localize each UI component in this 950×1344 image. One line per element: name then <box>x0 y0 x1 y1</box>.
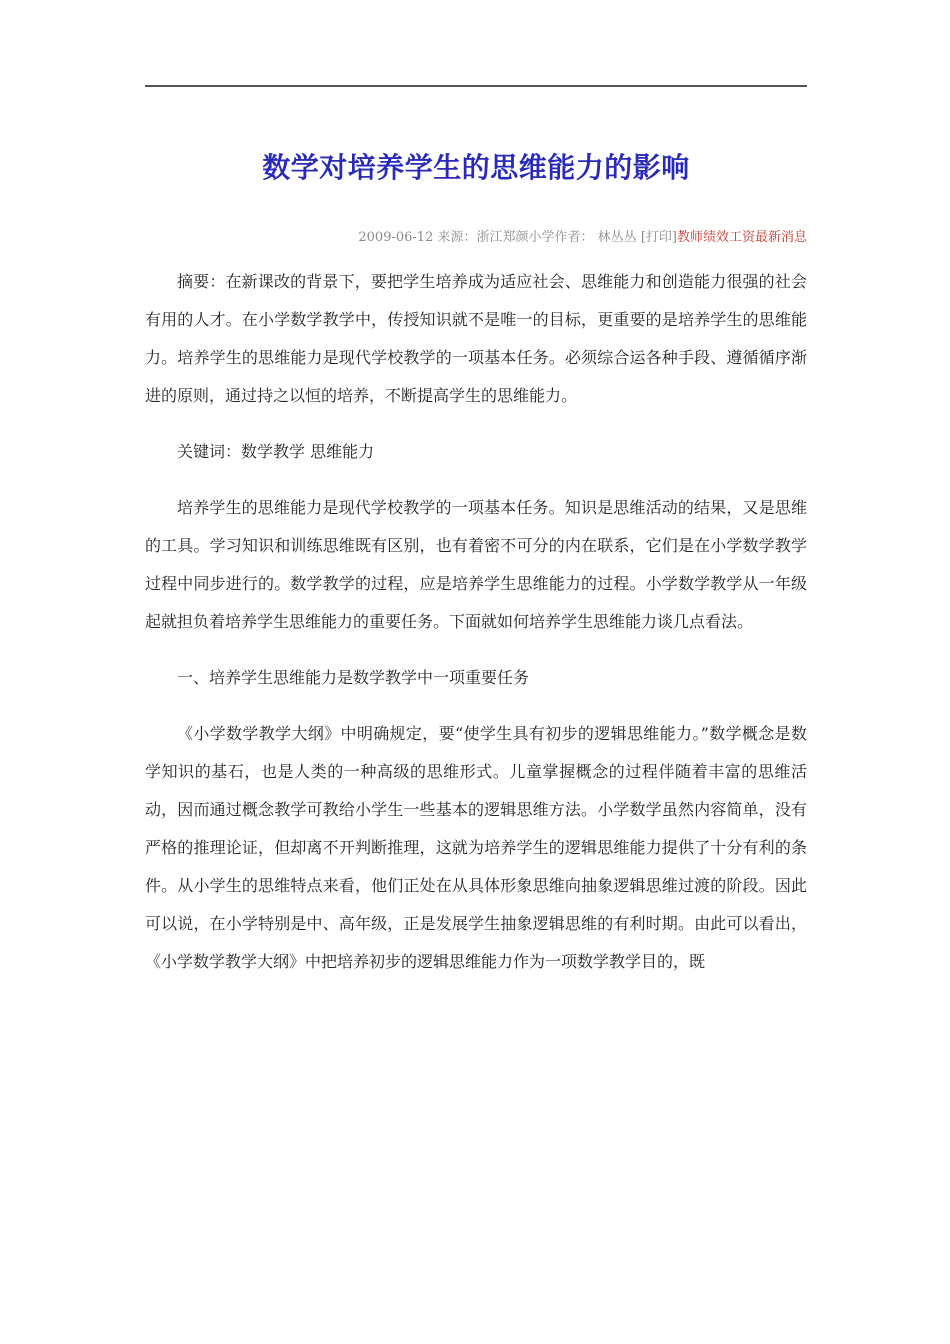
article-date: 2009-06-12 <box>358 230 434 245</box>
article-body <box>145 263 807 981</box>
print-link[interactable]: [打印] <box>640 230 677 245</box>
source-label: 来源： <box>437 230 477 245</box>
section-heading-1: 一、培养学生思维能力是数学教学中一项重要任务 <box>177 668 530 687</box>
top-divider <box>145 85 807 87</box>
author-label: 作者： <box>554 230 594 245</box>
related-news-link[interactable]: 教师绩效工资最新消息 <box>676 230 807 245</box>
body-paragraph: 《小学数学教学大纲》中明确规定，要“使学生具有初步的逻辑思维能力。”数学概念是数学知识的基石，也是人类的一种高级的思维形式。儿童掌握概念的过程伴随着丰富的思维活动，因而通过概念教学可教给小学生一些基本的逻辑思维方法。小学数学虽然内容简单，没有严格的推理论证，但却离不开判断推理，这就为培养学生的逻辑思维能力提供了十分有利的条件。从小学生的思维特点来看，他们正处在从具体形象思维向抽象逻辑思维过渡的阶段。因此可以说，在小学特别是中、高年级，正是发展学生抽象逻辑思维的有利时期。由此可以看出，《小学数学教学大纲》中把培养初步的逻辑思维能力作为一项数学教学目的，既 <box>145 724 807 971</box>
article-meta <box>145 226 807 245</box>
article-title: 数学对培养学生的思维能力的影响 <box>262 151 690 184</box>
abstract-paragraph: 摘要：在新课改的背景下，要把学生培养成为适应社会、思维能力和创造能力很强的社会有用的人才。在小学数学教学中，传授知识就不是唯一的目标，更重要的是培养学生的思维能力。培养学生的思维能力是现代学校教学的一项基本任务。必须综合运各种手段、遵循循序渐进的原则，通过持之以恒的培养，不断提高学生的思维能力。 <box>145 272 807 405</box>
article-source: 浙江郑颜小学 <box>476 230 555 245</box>
keywords-paragraph: 关键词：数学教学 思维能力 <box>177 442 375 461</box>
intro-paragraph: 培养学生的思维能力是现代学校教学的一项基本任务。知识是思维活动的结果，又是思维的工具。学习知识和训练思维既有区别，也有着密不可分的内在联系，它们是在小学数学教学过程中同步进行的。数学教学的过程，应是培养学生思维能力的过程。小学数学教学从一年级起就担负着培养学生思维能力的重要任务。下面就如何培养学生思维能力谈几点看法。 <box>145 498 807 631</box>
article-author: 林丛丛 <box>597 230 637 245</box>
